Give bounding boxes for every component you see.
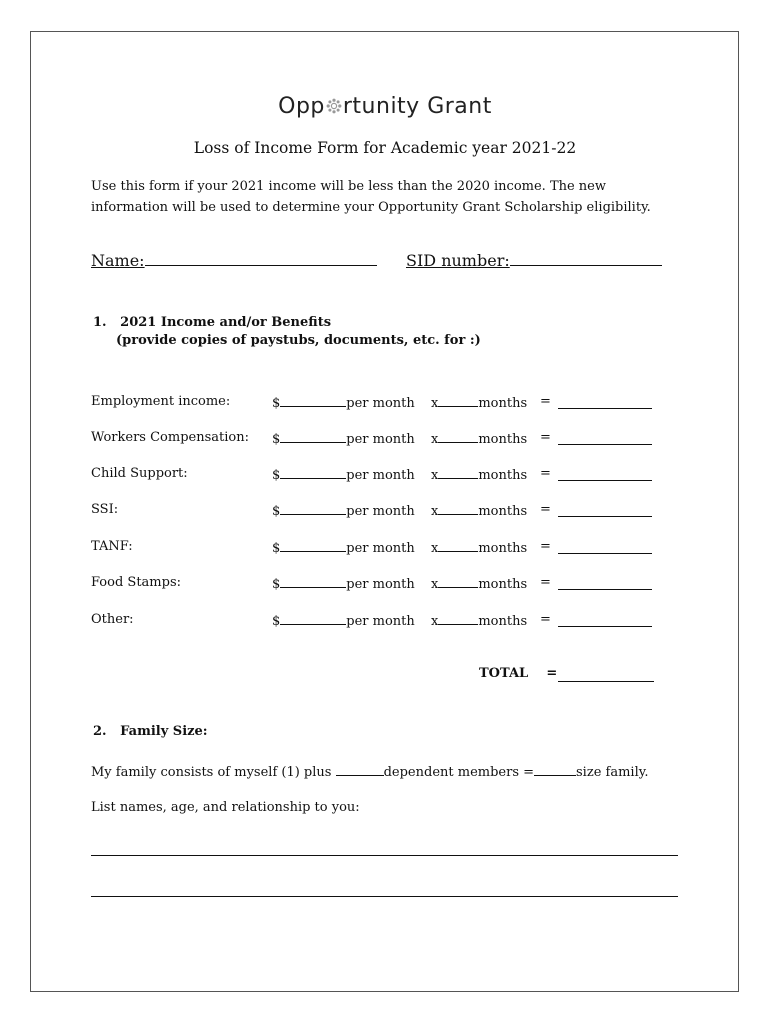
monthly-amount-field[interactable] xyxy=(272,466,415,483)
amount-blank[interactable] xyxy=(280,394,346,407)
monthly-amount-field[interactable] xyxy=(272,394,415,411)
name-line[interactable] xyxy=(145,264,377,266)
list-label: List names, age, and relationship to you: xyxy=(91,800,360,815)
months-field[interactable] xyxy=(431,612,527,629)
form-title: Loss of Income Form for Academic year 2021-22 xyxy=(193,139,577,157)
monthly-amount-field[interactable] xyxy=(272,575,415,592)
row-total-line[interactable] xyxy=(558,589,652,590)
per-month-label: per month xyxy=(346,577,415,592)
amount-blank[interactable] xyxy=(280,430,346,443)
times-sign: x xyxy=(431,541,439,556)
months-blank[interactable] xyxy=(438,430,478,443)
row-equals: = xyxy=(540,430,551,445)
months-field[interactable] xyxy=(431,394,527,411)
months-blank[interactable] xyxy=(438,539,478,552)
sid-label: SID number: xyxy=(406,251,510,270)
row-total-line[interactable] xyxy=(558,408,652,409)
amount-blank[interactable] xyxy=(280,502,346,515)
times-sign: x xyxy=(431,577,439,592)
total-line[interactable] xyxy=(558,681,654,682)
income-row-label: Other: xyxy=(91,612,134,627)
monthly-amount-field[interactable] xyxy=(272,539,415,556)
per-month-label: per month xyxy=(346,614,415,629)
opportunity-grant-logo xyxy=(0,94,770,119)
family-text-1: My family consists of myself (1) plus xyxy=(91,765,336,780)
months-field[interactable] xyxy=(431,502,527,519)
row-total-line[interactable] xyxy=(558,444,652,445)
row-total-line[interactable] xyxy=(558,516,652,517)
income-row-label: Child Support: xyxy=(91,466,188,481)
row-equals: = xyxy=(540,466,551,481)
dollar-sign: $ xyxy=(272,468,281,483)
months-field[interactable] xyxy=(431,539,527,556)
amount-blank[interactable] xyxy=(280,466,346,479)
months-label: months xyxy=(478,614,528,629)
family-size-line xyxy=(91,763,648,780)
family-list-line-1[interactable] xyxy=(91,855,678,856)
per-month-label: per month xyxy=(346,541,415,556)
section2-title: Family Size: xyxy=(120,724,208,739)
months-blank[interactable] xyxy=(438,466,478,479)
row-equals: = xyxy=(540,394,551,409)
income-row-label: Workers Compensation: xyxy=(91,430,249,445)
income-row-label: Employment income: xyxy=(91,394,231,409)
sid-field[interactable] xyxy=(406,251,662,270)
months-label: months xyxy=(478,432,528,447)
total-label: TOTAL xyxy=(479,666,529,681)
times-sign: x xyxy=(431,504,439,519)
per-month-label: per month xyxy=(346,504,415,519)
section1-subtitle: (provide copies of paystubs, documents, etc. for :) xyxy=(116,333,481,348)
months-blank[interactable] xyxy=(438,575,478,588)
income-row-label: TANF: xyxy=(91,539,133,554)
amount-blank[interactable] xyxy=(280,612,346,625)
logo-text-start: Opp xyxy=(278,94,325,119)
sid-line[interactable] xyxy=(510,264,662,266)
row-equals: = xyxy=(540,502,551,517)
times-sign: x xyxy=(431,396,439,411)
amount-blank[interactable] xyxy=(280,539,346,552)
months-label: months xyxy=(478,504,528,519)
times-sign: x xyxy=(431,468,439,483)
section1-heading xyxy=(93,315,331,330)
gear-flower-icon xyxy=(326,98,342,114)
months-blank[interactable] xyxy=(438,502,478,515)
family-text-3: size family. xyxy=(576,765,649,780)
row-total-line[interactable] xyxy=(558,553,652,554)
dollar-sign: $ xyxy=(272,577,281,592)
months-field[interactable] xyxy=(431,466,527,483)
monthly-amount-field[interactable] xyxy=(272,612,415,629)
row-total-line[interactable] xyxy=(558,480,652,481)
intro-paragraph: Use this form if your 2021 income will be less than the 2020 income. The new information will be used to determine your Opportunity Grant Scholarship eligibility. xyxy=(91,179,651,215)
months-field[interactable] xyxy=(431,575,527,592)
row-total-line[interactable] xyxy=(558,626,652,627)
months-label: months xyxy=(478,396,528,411)
months-label: months xyxy=(478,577,528,592)
family-list-line-2[interactable] xyxy=(91,896,678,897)
section1-title: 2021 Income and/or Benefits xyxy=(120,315,332,330)
per-month-label: per month xyxy=(346,468,415,483)
months-blank[interactable] xyxy=(438,612,478,625)
monthly-amount-field[interactable] xyxy=(272,430,415,447)
months-label: months xyxy=(478,541,528,556)
name-label: Name: xyxy=(91,251,145,270)
monthly-amount-field[interactable] xyxy=(272,502,415,519)
family-size-blank[interactable] xyxy=(534,763,576,776)
dollar-sign: $ xyxy=(272,504,281,519)
logo-text-end: rtunity Grant xyxy=(342,94,492,119)
dependents-blank[interactable] xyxy=(336,763,384,776)
total-equals: = xyxy=(546,666,558,681)
per-month-label: per month xyxy=(346,396,415,411)
name-field[interactable] xyxy=(91,251,377,270)
income-row-label: SSI: xyxy=(91,502,119,517)
months-field[interactable] xyxy=(431,430,527,447)
dollar-sign: $ xyxy=(272,396,281,411)
row-equals: = xyxy=(540,612,551,627)
section2-heading xyxy=(93,724,208,739)
months-label: months xyxy=(478,468,528,483)
section1-number: 1. xyxy=(93,315,107,330)
income-row-label: Food Stamps: xyxy=(91,575,181,590)
total-row xyxy=(479,666,557,681)
per-month-label: per month xyxy=(346,432,415,447)
row-equals: = xyxy=(540,575,551,590)
dollar-sign: $ xyxy=(272,614,281,629)
family-text-2: dependent members = xyxy=(383,765,535,780)
dollar-sign: $ xyxy=(272,432,281,447)
row-equals: = xyxy=(540,539,551,554)
times-sign: x xyxy=(431,614,439,629)
amount-blank[interactable] xyxy=(280,575,346,588)
dollar-sign: $ xyxy=(272,541,281,556)
section2-number: 2. xyxy=(93,724,107,739)
times-sign: x xyxy=(431,432,439,447)
months-blank[interactable] xyxy=(438,394,478,407)
